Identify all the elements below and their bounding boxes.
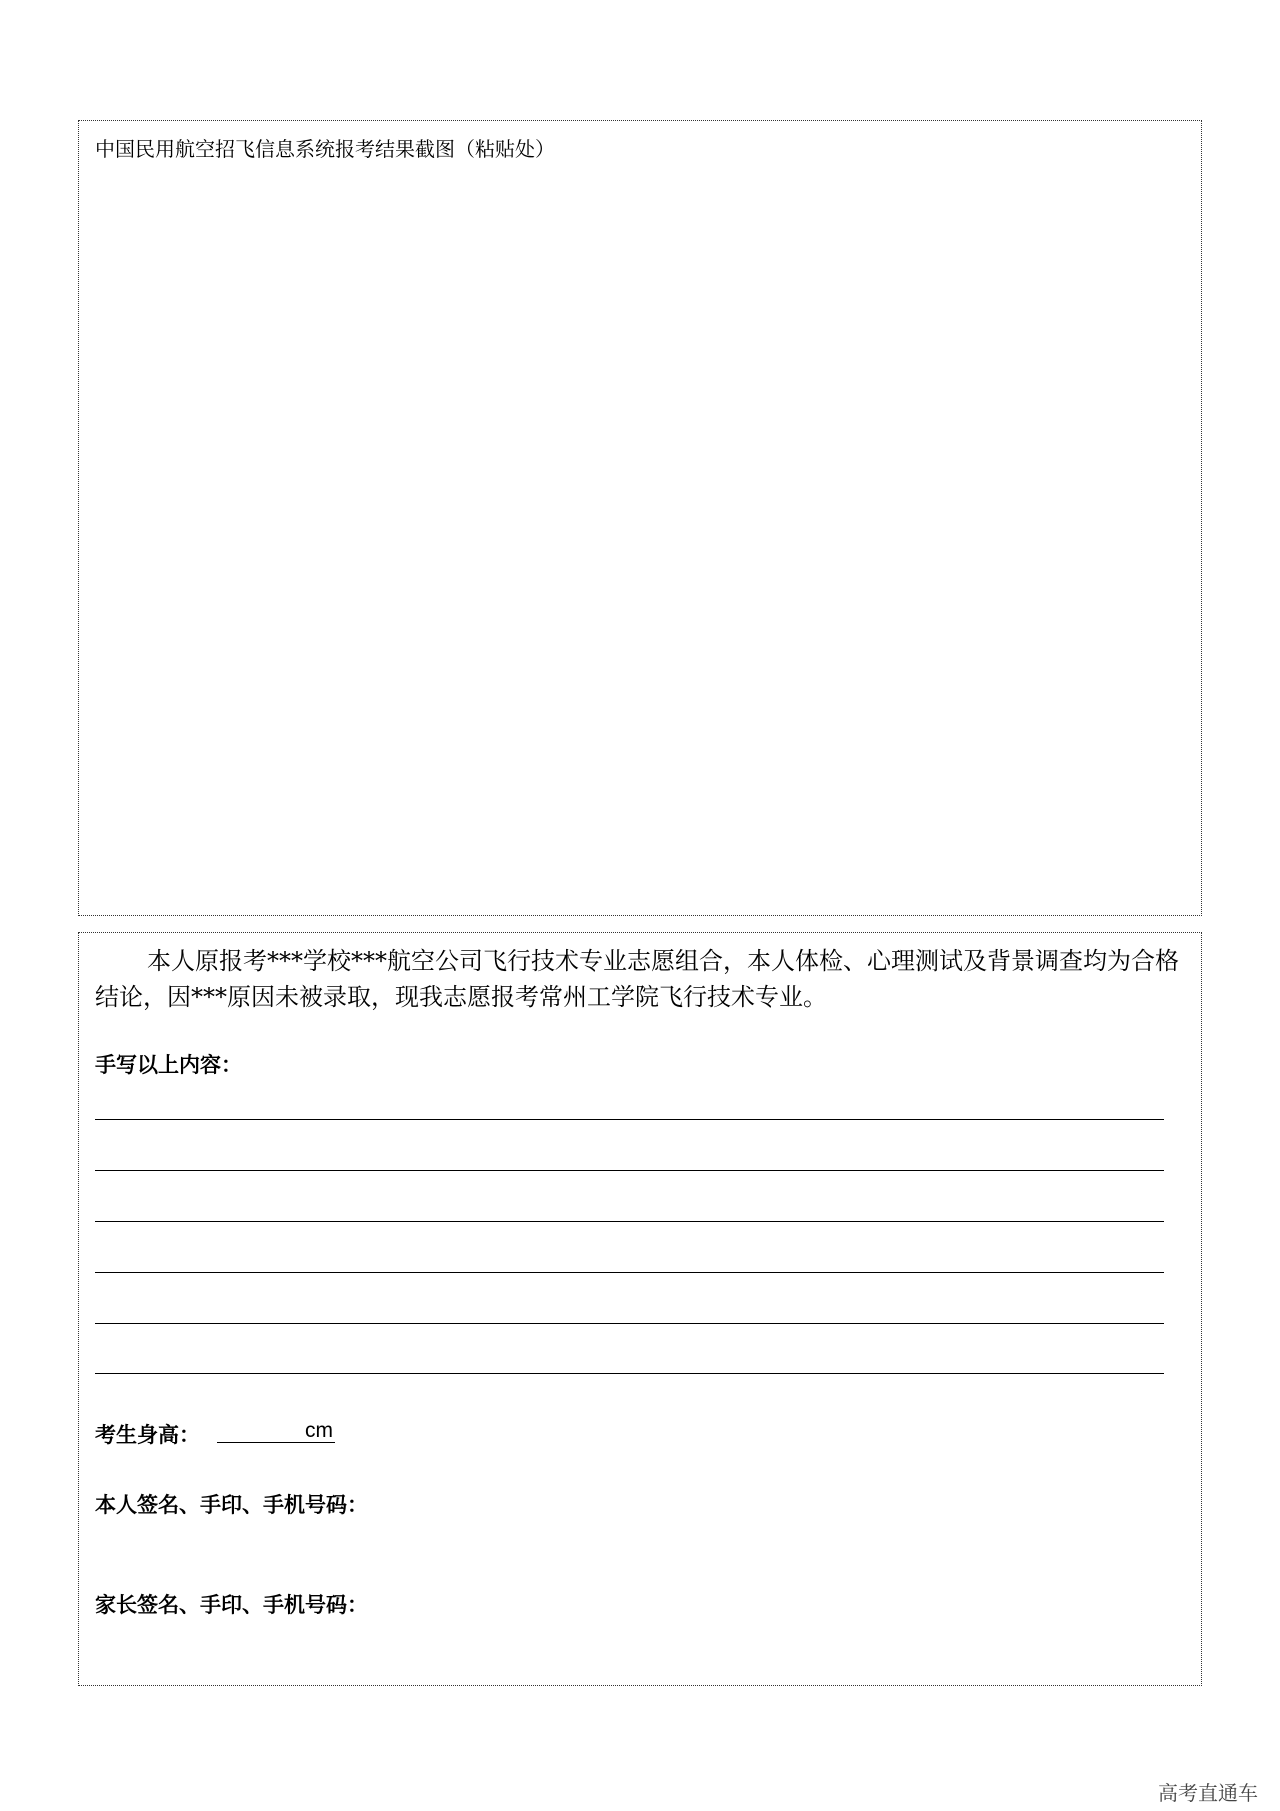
handwrite-line[interactable] xyxy=(95,1373,1164,1374)
statement-text: 本人原报考***学校***航空公司飞行技术专业志愿组合，本人体检、心理测试及背景调查均为合格结论，因***原因未被录取，现我志愿报考常州工学院飞行技术专业。 xyxy=(95,947,1179,1011)
self-signature-label: 本人签名、手印、手机号码： xyxy=(95,1493,368,1517)
watermark: 高考直通车 xyxy=(1158,1781,1258,1805)
handwrite-line[interactable] xyxy=(95,1170,1164,1171)
handwrite-label: 手写以上内容： xyxy=(95,1053,242,1077)
statement-box xyxy=(78,932,1202,1686)
parent-signature-label: 家长签名、手印、手机号码： xyxy=(95,1593,368,1617)
paste-area-label: 中国民用航空招飞信息系统报考结果截图（粘贴处） xyxy=(95,137,555,161)
screenshot-paste-box xyxy=(78,120,1202,916)
handwrite-line[interactable] xyxy=(95,1323,1164,1324)
handwrite-line[interactable] xyxy=(95,1272,1164,1273)
handwrite-line[interactable] xyxy=(95,1119,1164,1120)
height-unit: cm xyxy=(305,1419,333,1442)
handwrite-line[interactable] xyxy=(95,1221,1164,1222)
height-label: 考生身高： xyxy=(95,1423,200,1447)
